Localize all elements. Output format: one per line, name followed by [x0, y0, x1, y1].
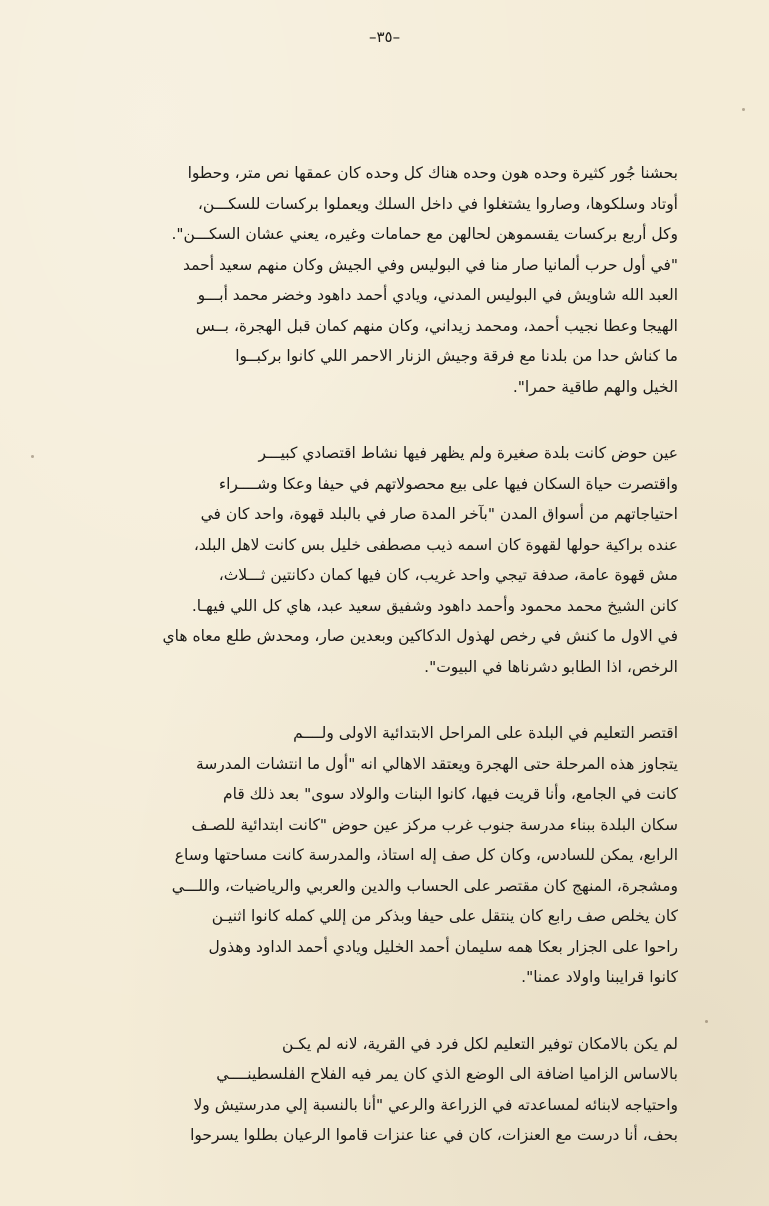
text-line: في الاول ما كنش في رخص لهذول الدكاكين وبعدين صار، ومحدش طلع معاه هاي	[162, 627, 678, 645]
text-line: العبد الله شاويش في البوليس المدني، ويادي أحمد داهود وخضر محمد أبـــو	[197, 286, 678, 304]
text-line: ما كناش حدا من بلدنا مع فرقة وجيش الزنار الاحمر اللي كانوا بركبــوا	[235, 347, 678, 365]
text-line: بالاساس الزاميا اضافة الى الوضع الذي كان يمر فيه الفلاح الفلسطينــــي	[216, 1065, 678, 1083]
text-line: كان يخلص صف رابع كان ينتقل على حيفا وبذكر من إللي كمله كانوا اثنيـن	[211, 907, 678, 925]
text-line: الرابع، يمكن للسادس، وكان كل صف إله استاذ، والمدرسة كانت مساحتها وساع	[174, 846, 678, 864]
page-number: –٣٥–	[368, 28, 401, 46]
text-line: بحف، أنا درست مع العنزات، كان في عنا عنزات قاموا الرعيان بطلوا يسرحوا	[190, 1126, 678, 1144]
paper-speck	[705, 1020, 708, 1023]
text-line: يتجاوز هذه المرحلة حتى الهجرة ويعتقد الاهالي انه "أول ما انتشات المدرسة	[195, 754, 678, 773]
text-line: واقتصرت حياة السكان فيها على بيع محصولاتهم في حيفا وعكا وشــــراء	[218, 474, 678, 493]
text-line: لم يكن بالامكان توفير التعليم لكل فرد في القرية، لانه لم يكـن	[282, 1034, 678, 1053]
text-line: سكان البلدة ببناء مدرسة جنوب غرب مركز عين حوض "كانت ابتدائية للصـف	[191, 815, 678, 834]
text-line: "في أول حرب ألمانيا صار منا في البوليس وفي الجيش وكان منهم سعيد أحمد	[183, 255, 678, 274]
text-line: الرخص، اذا الطابو دشرناها في البيوت".	[424, 657, 678, 676]
text-line: الهيجا وعطا نجيب أحمد، ومحمد زيداني، وكان منهم كمان قبل الهجرة، بــس	[195, 316, 678, 335]
text-line: عنده براكية حولها لقهوة كان اسمه ذيب مصطفى خليل بس كانت لاهل البلد،	[193, 535, 678, 554]
paper-speck	[742, 108, 745, 111]
text-line: ومشجرة، المنهج كان مقتصر على الحساب والدين والعربي والرياضيات، واللـــي	[171, 876, 678, 895]
paragraph	[118, 158, 678, 402]
text-line: وكل أربع بركسات يقسموهن لحالهن مع حمامات وغيره، يعني عشان السكـــن".	[171, 225, 678, 243]
text-line: احتياجاتهم من أسواق المدن "بآخر المدة صار في بالبلد قهوة، واحد كان في	[200, 505, 678, 523]
paper-speck	[31, 455, 34, 458]
text-line: عين حوض كانت بلدة صغيرة ولم يظهر فيها نشاط اقتصادي كبيـــر	[258, 444, 678, 462]
text-line: كانن الشيخ محمد محمود وأحمد داهود وشفيق سعيد عبد، هاي كل اللي فيهـا.	[191, 596, 678, 615]
text-line: كانوا قرايبنا واولاد عمنا".	[521, 968, 678, 986]
body-text	[118, 158, 678, 1151]
text-line: أوتاد وسلكوها، وصاروا يشتغلوا في داخل السلك ويعملوا بركسات للسكـــن،	[197, 194, 678, 213]
text-line: واحتياجه لابنائه لمساعدته في الزراعة والرعي "أنا بالنسبة إلي مدرستيش ولا	[193, 1095, 678, 1114]
text-line: راحوا على الجزار بعكا همه سليمان أحمد الخليل ويادي أحمد الداود وهذول	[208, 937, 678, 956]
text-line: اقتصر التعليم في البلدة على المراحل الابتدائية الاولى ولــــم	[293, 724, 678, 742]
paragraph	[118, 718, 678, 993]
paragraph	[118, 1029, 678, 1151]
text-line: مش قهوة عامة، صدفة تيجي واحد غريب، كان فيها كمان دكانتين ثـــلاث،	[218, 566, 678, 584]
paragraph	[118, 438, 678, 682]
text-line: بحشنا جُور كثيرة وحده هون وحده هناك كل وحده كان عمقها نص متر، وحطوا	[187, 164, 678, 182]
text-line: الخيل والهم طاقية حمرا".	[512, 377, 678, 396]
text-line: كانت في الجامع، وأنا قريت فيها، كانوا البنات والولاد سوى" بعد ذلك قام	[223, 785, 678, 803]
